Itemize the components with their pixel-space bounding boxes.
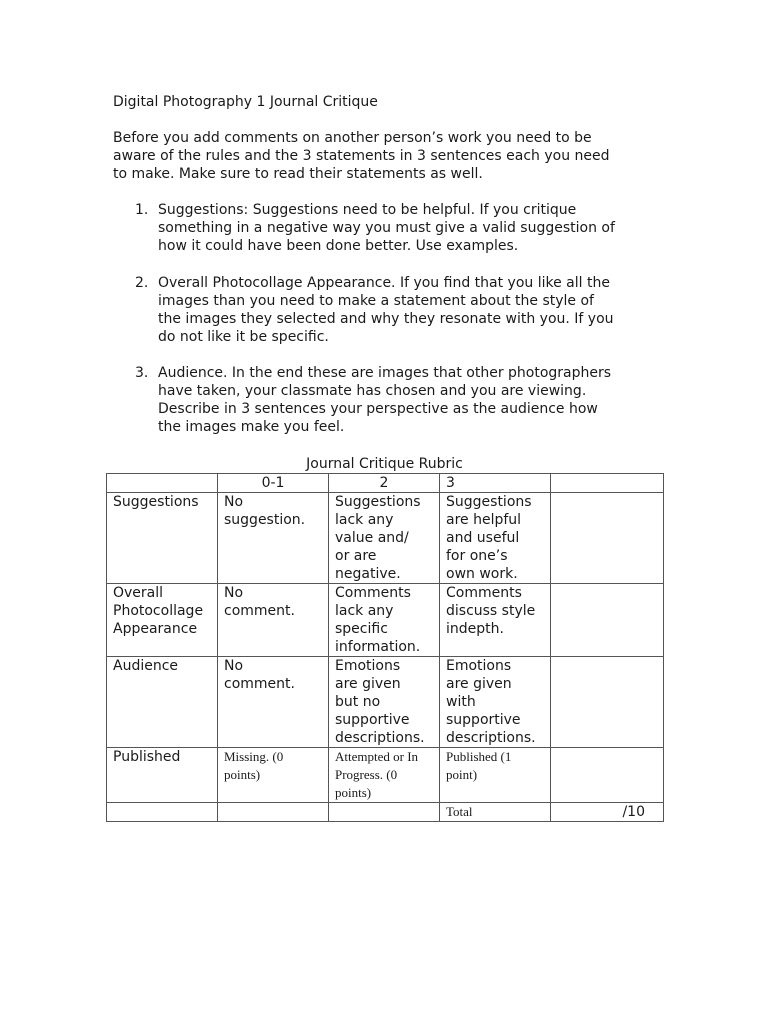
cell-line: comment. bbox=[224, 603, 295, 619]
cell-line: Emotions bbox=[446, 658, 512, 674]
cell-line: value and/ bbox=[335, 530, 409, 546]
intro-line: to make. Make sure to read their statements as well. bbox=[113, 166, 483, 182]
cell-line: and useful bbox=[446, 530, 520, 546]
score-3-cell bbox=[440, 493, 551, 584]
points-cell bbox=[551, 584, 664, 657]
table-header-row bbox=[107, 474, 664, 493]
cell-line: descriptions. bbox=[446, 730, 536, 746]
cell-line: No bbox=[224, 658, 244, 674]
header-cell-score-3: 3 bbox=[440, 474, 551, 493]
table-row-suggestions bbox=[107, 493, 664, 584]
cell-line: supportive bbox=[446, 712, 521, 728]
cell-line: Photocollage bbox=[113, 603, 204, 619]
score-3-cell bbox=[440, 748, 551, 803]
header-cell-score-0-1: 0-1 bbox=[218, 474, 329, 493]
cell-line: Emotions bbox=[335, 658, 401, 674]
list-item-number: 1. bbox=[135, 202, 149, 218]
list-item-line: have taken, your classmate has chosen and you are viewing. bbox=[158, 383, 587, 399]
list-item-line: Suggestions: Suggestions need to be helpful. If you critique bbox=[158, 202, 577, 218]
list-item-number: 3. bbox=[135, 365, 149, 381]
score-0-1-cell bbox=[218, 657, 329, 748]
cell-line: indepth. bbox=[446, 621, 504, 637]
list-item-line: the images they selected and why they resonate with you. If you bbox=[158, 311, 614, 327]
table-row-overall-appearance bbox=[107, 584, 664, 657]
cell-line: No bbox=[224, 585, 244, 601]
list-item-line: Audience. In the end these are images that other photographers bbox=[158, 365, 612, 381]
cell-line: discuss style bbox=[446, 603, 536, 619]
cell-line: lack any bbox=[335, 512, 394, 528]
cell-line: Published bbox=[113, 749, 181, 765]
cell-line: No bbox=[224, 494, 244, 510]
total-value: /10 bbox=[551, 803, 664, 822]
score-2-cell bbox=[329, 584, 440, 657]
cell-line: or are bbox=[335, 548, 377, 564]
table-row-total bbox=[107, 803, 664, 822]
cell-line: Audience bbox=[113, 658, 179, 674]
cell-line: point) bbox=[446, 767, 478, 782]
cell-line: lack any bbox=[335, 603, 394, 619]
cell-line: Suggestions bbox=[446, 494, 532, 510]
intro-paragraph bbox=[113, 129, 673, 183]
empty-cell bbox=[218, 803, 329, 822]
cell-line: Appearance bbox=[113, 621, 198, 637]
header-cell-empty bbox=[551, 474, 664, 493]
score-0-1-cell bbox=[218, 748, 329, 803]
cell-line: own work. bbox=[446, 566, 518, 582]
cell-line: points) bbox=[335, 785, 372, 800]
criterion-cell bbox=[107, 748, 218, 803]
table-row-published bbox=[107, 748, 664, 803]
cell-line: negative. bbox=[335, 566, 401, 582]
points-cell bbox=[551, 748, 664, 803]
cell-line: Suggestions bbox=[113, 494, 199, 510]
cell-line: information. bbox=[335, 639, 421, 655]
cell-line: suggestion. bbox=[224, 512, 306, 528]
list-item-line: Overall Photocollage Appearance. If you find that you like all the bbox=[158, 275, 610, 291]
header-cell-empty bbox=[107, 474, 218, 493]
criterion-cell bbox=[107, 584, 218, 657]
list-item-line: how it could have been done better. Use examples. bbox=[158, 238, 519, 254]
cell-line: Comments bbox=[446, 585, 522, 601]
cell-line: descriptions. bbox=[335, 730, 425, 746]
score-2-cell bbox=[329, 748, 440, 803]
score-3-cell bbox=[440, 584, 551, 657]
score-2-cell bbox=[329, 493, 440, 584]
score-3-cell bbox=[440, 657, 551, 748]
cell-line: with bbox=[446, 694, 476, 710]
criterion-cell bbox=[107, 493, 218, 584]
list-item-line: Describe in 3 sentences your perspective as the audience how bbox=[158, 401, 598, 417]
cell-line: for one’s bbox=[446, 548, 508, 564]
cell-line: are given bbox=[446, 676, 512, 692]
cell-line: Comments bbox=[335, 585, 411, 601]
cell-line: Published (1 bbox=[446, 749, 512, 764]
total-label: Total bbox=[440, 803, 551, 822]
points-cell bbox=[551, 493, 664, 584]
points-cell bbox=[551, 657, 664, 748]
score-2-cell bbox=[329, 657, 440, 748]
cell-line: specific bbox=[335, 621, 388, 637]
rubric-caption: Journal Critique Rubric bbox=[306, 456, 463, 472]
cell-line: Missing. (0 bbox=[224, 749, 284, 764]
list-item-line: something in a negative way you must give a valid suggestion of bbox=[158, 220, 615, 236]
document-title: Digital Photography 1 Journal Critique bbox=[113, 94, 378, 110]
score-0-1-cell bbox=[218, 584, 329, 657]
criterion-cell bbox=[107, 657, 218, 748]
intro-line: aware of the rules and the 3 statements in 3 sentences each you need bbox=[113, 148, 610, 164]
table-row-audience bbox=[107, 657, 664, 748]
list-item-line: do not like it be specific. bbox=[158, 329, 329, 345]
rubric-table bbox=[106, 473, 664, 822]
cell-line: are helpful bbox=[446, 512, 522, 528]
cell-line: Suggestions bbox=[335, 494, 421, 510]
cell-line: points) bbox=[224, 767, 261, 782]
score-0-1-cell bbox=[218, 493, 329, 584]
list-item-number: 2. bbox=[135, 275, 149, 291]
cell-line: supportive bbox=[335, 712, 410, 728]
header-cell-score-2: 2 bbox=[329, 474, 440, 493]
cell-line: are given bbox=[335, 676, 401, 692]
cell-line: Attempted or In bbox=[335, 749, 419, 764]
empty-cell bbox=[329, 803, 440, 822]
intro-line: Before you add comments on another person’s work you need to be bbox=[113, 130, 592, 146]
cell-line: comment. bbox=[224, 676, 295, 692]
cell-line: Overall bbox=[113, 585, 164, 601]
empty-cell bbox=[107, 803, 218, 822]
cell-line: but no bbox=[335, 694, 381, 710]
list-item-line: the images make you feel. bbox=[158, 419, 345, 435]
list-item-line: images than you need to make a statement about the style of bbox=[158, 293, 594, 309]
cell-line: Progress. (0 bbox=[335, 767, 398, 782]
